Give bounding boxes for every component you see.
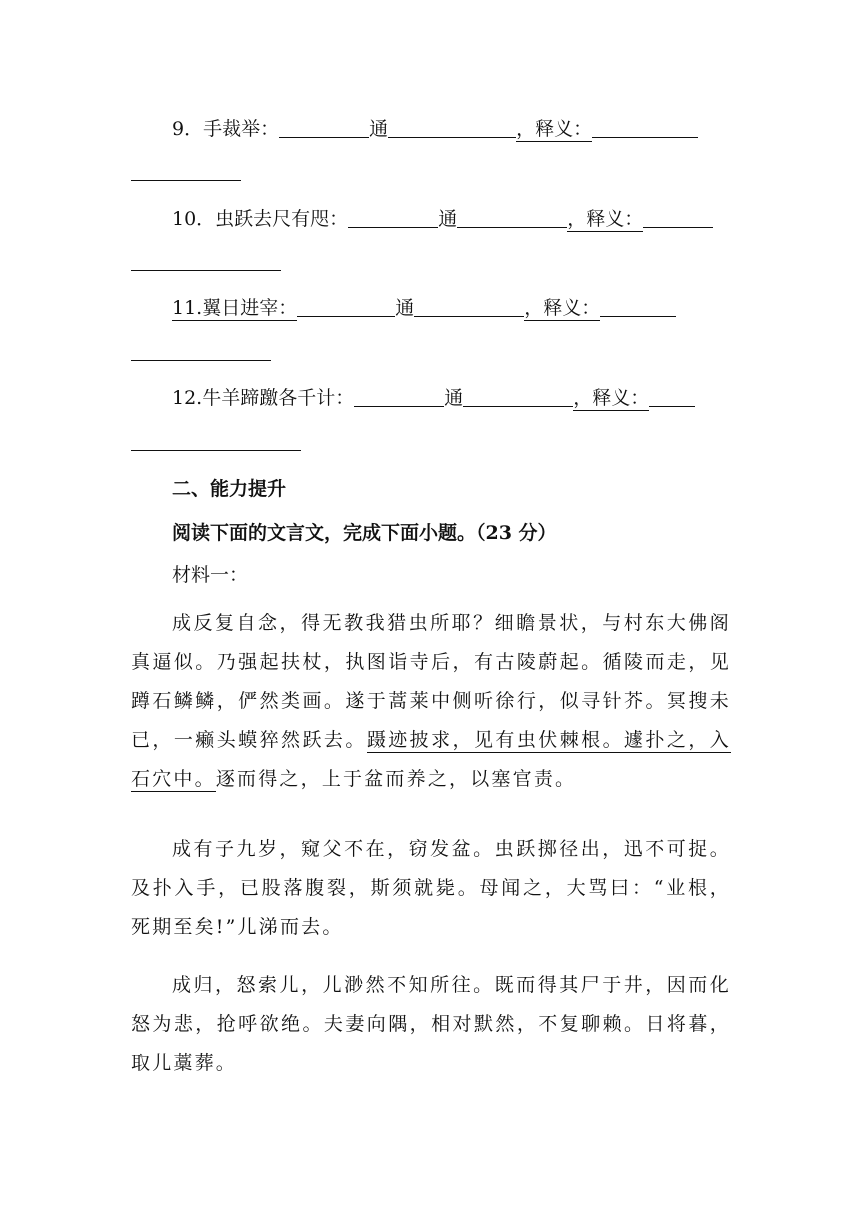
answer-blank[interactable]	[643, 207, 713, 228]
underlined-passage-text: 蹑迹披求，见有虫伏棘根。遽扑之，入石穴中。	[131, 729, 732, 790]
answer-blank[interactable]	[592, 117, 698, 138]
answer-blank[interactable]	[649, 386, 695, 407]
answer-blank-continuation[interactable]	[131, 360, 271, 361]
answer-blank[interactable]	[354, 386, 444, 407]
passage-text: 逐而得之，上于盆而养之，以塞官责。	[215, 768, 577, 790]
shiyi-text: ，释义：	[573, 387, 650, 409]
item-label: 12.牛羊蹄躈各千计：	[172, 387, 355, 409]
passage-paragraph: 成归，怒索儿，儿渺然不知所往。既而得其尸于井，因而化怒为悲，抢呼欲绝。夫妻向隅，相对默然，不复聊赖。日将暮，取儿藁葬。	[131, 974, 731, 1074]
answer-blank[interactable]	[348, 207, 438, 228]
shiyi-text: ，释义：	[516, 118, 593, 140]
question-item-10	[172, 207, 713, 231]
item-label: 11.翼日进宰：	[172, 297, 298, 319]
answer-blank-continuation[interactable]	[131, 450, 301, 451]
answer-blank[interactable]	[279, 117, 369, 138]
tong-text: 通	[369, 118, 389, 140]
section-title: 二、能力提升	[172, 478, 287, 500]
answer-blank-continuation[interactable]	[131, 270, 281, 271]
answer-blank[interactable]	[297, 296, 395, 317]
shiyi-text: ，释义：	[524, 297, 601, 319]
item-label: 9．手裁举：	[172, 118, 280, 140]
passage-text: 成反复自念，得无教我猎虫所耶？细瞻景状，与村东大佛阁真逼似。乃强起扶杖，执图诣寺后，有古陵蔚起。循陵而走，见蹲石鳞鳞，俨然类画。遂于蒿莱中侧听徐行，似寻针芥。冥搜未已，一癞头蟆猝然跃去。	[131, 612, 731, 751]
shiyi-text: ，释义：	[567, 208, 644, 230]
answer-blank[interactable]	[388, 117, 516, 138]
material-label: 材料一：	[172, 564, 249, 586]
tong-text: 通	[438, 208, 458, 230]
tong-text: 通	[395, 297, 415, 319]
question-item-9	[172, 117, 698, 141]
item-label: 10．虫跃去尺有咫：	[172, 208, 349, 230]
answer-blank[interactable]	[600, 296, 676, 317]
tong-text: 通	[444, 387, 464, 409]
passage-paragraph	[131, 604, 731, 799]
answer-blank[interactable]	[457, 207, 567, 228]
answer-blank-continuation[interactable]	[131, 180, 241, 181]
instruction-text: 阅读下面的文言文，完成下面小题。（23 分）	[172, 522, 557, 544]
question-item-12	[172, 386, 695, 410]
answer-blank[interactable]	[414, 296, 524, 317]
answer-blank[interactable]	[463, 386, 573, 407]
question-item-11	[172, 296, 676, 320]
passage-paragraph: 成有子九岁，窥父不在，窃发盆。虫跃掷径出，迅不可捉。及扑入手，已股落腹裂，斯须就毙。母闻之，大骂曰：“业根，死期至矣!”儿涕而去。	[131, 838, 731, 938]
